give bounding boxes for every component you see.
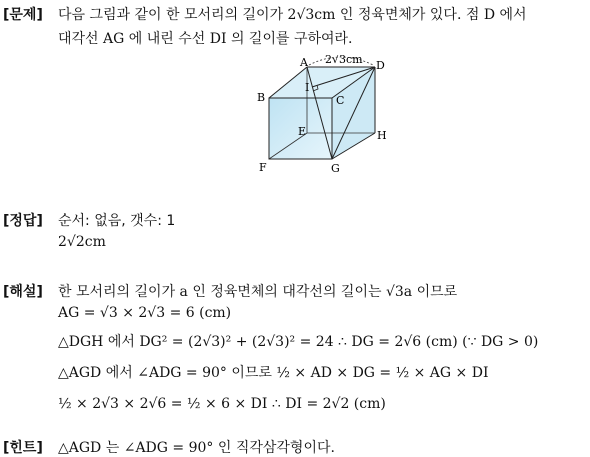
- solution-line-4: △AGD 에서 ∠ADG = 90° 이므로 ½ × AD × DG = ½ × AG × DI: [58, 365, 489, 381]
- svg-text:B: B: [257, 91, 266, 104]
- label-edge-length: 2√3cm: [325, 55, 363, 66]
- solution-line-2: AG = √3 × 2√3 = 6 (cm): [58, 305, 232, 321]
- problem-line-1: 다음 그림과 같이 한 모서리의 길이가 2√3cm 인 정육면체가 있다. 점 D 에서: [58, 7, 527, 23]
- svg-text:H: H: [377, 129, 387, 142]
- problem-tag: [문제]: [3, 7, 43, 23]
- solution-line-1: 한 모서리의 길이가 a 인 정육면체의 대각선의 길이는 √3a 이므로: [58, 284, 458, 300]
- hint-text: △AGD 는 ∠ADG = 90° 인 직각삼각형이다.: [58, 440, 335, 456]
- svg-text:A: A: [300, 56, 308, 69]
- cube-figure: [255, 55, 395, 177]
- answer-value: 2√2cm: [58, 234, 106, 250]
- answer-meta: 순서: 없음, 갯수: 1: [58, 213, 176, 229]
- svg-text:C: C: [336, 94, 345, 107]
- hint-tag: [힌트]: [3, 440, 43, 456]
- svg-text:G: G: [331, 162, 340, 175]
- solution-tag: [해설]: [3, 284, 43, 300]
- svg-text:D: D: [376, 59, 385, 72]
- solution-line-5: ½ × 2√3 × 2√6 = ½ × 6 × DI ∴ DI = 2√2 (cm): [58, 396, 386, 412]
- svg-text:I: I: [305, 81, 310, 94]
- problem-line-2: 대각선 AG 에 내린 수선 DI 의 길이를 구하여라.: [58, 31, 353, 47]
- svg-text:E: E: [298, 125, 307, 138]
- answer-tag: [정답]: [3, 213, 43, 229]
- svg-text:F: F: [259, 161, 267, 174]
- solution-line-3: △DGH 에서 DG² = (2√3)² + (2√3)² = 24 ∴ DG = 2√6 (cm) (∵ DG > 0): [58, 334, 539, 350]
